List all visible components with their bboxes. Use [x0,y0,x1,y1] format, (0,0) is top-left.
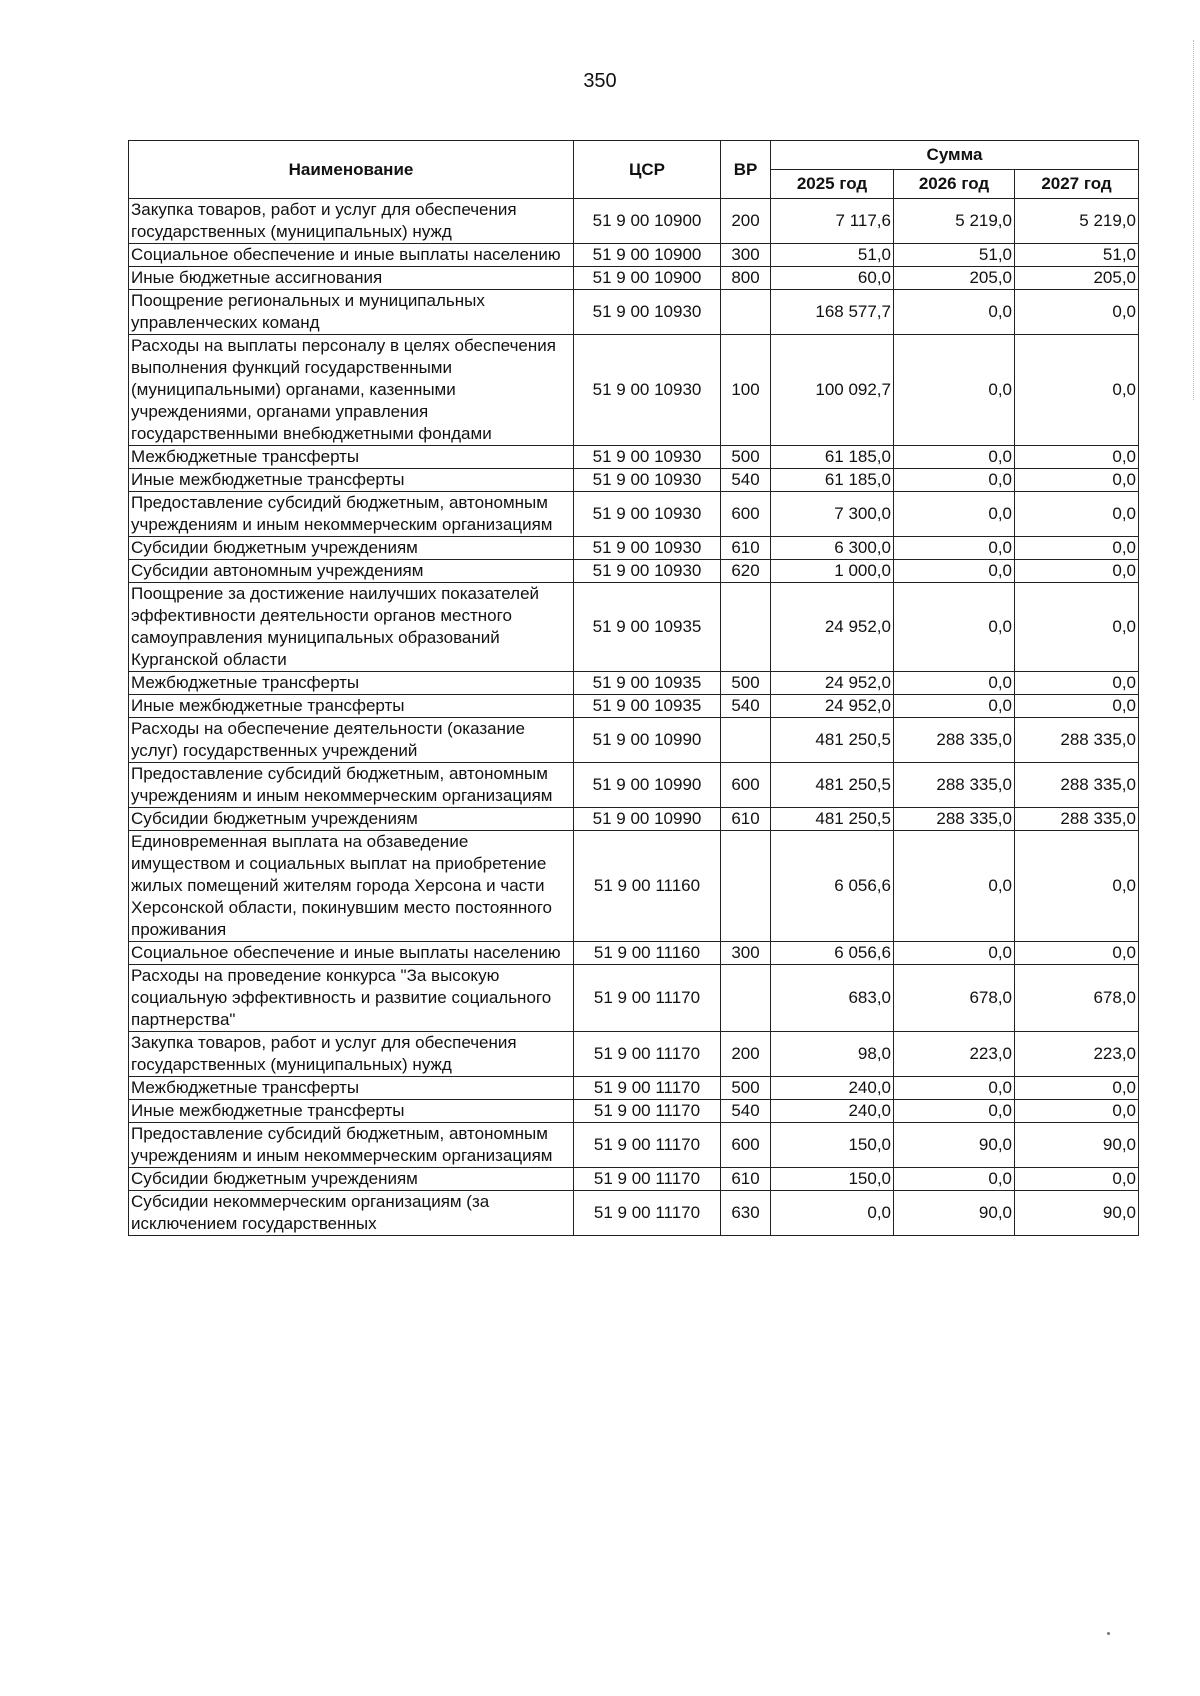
row-value-2027: 0,0 [1015,583,1139,672]
row-name-cell: Закупка товаров, работ и услуг для обеспечения государственных (муниципальных) нужд [129,1032,574,1077]
row-value-2027: 223,0 [1015,1032,1139,1077]
row-vr-cell: 100 [721,335,771,446]
row-value-2027: 0,0 [1015,469,1139,492]
table-row [129,335,1139,446]
row-value-2027: 0,0 [1015,1077,1139,1100]
row-value-2027: 51,0 [1015,244,1139,267]
row-value-2027: 288 335,0 [1015,808,1139,831]
row-value-2026: 0,0 [894,335,1015,446]
row-name-cell: Субсидии автономным учреждениям [129,560,574,583]
row-value-2027: 0,0 [1015,1168,1139,1191]
row-name-cell: Расходы на выплаты персоналу в целях обеспечения выполнения функций государственными (муниципальными) органами, казенными учреждениями, органами управления государственными внебюджетными фондами [129,335,574,446]
row-value-2026: 288 335,0 [894,763,1015,808]
row-vr-cell: 610 [721,808,771,831]
row-value-2027: 0,0 [1015,290,1139,335]
row-value-2026: 223,0 [894,1032,1015,1077]
row-vr-cell: 500 [721,672,771,695]
row-value-2025: 240,0 [771,1100,894,1123]
table-row [129,267,1139,290]
row-vr-cell: 200 [721,199,771,244]
row-value-2027: 0,0 [1015,335,1139,446]
header-year-2026: 2026 год [894,170,1015,199]
row-value-2027: 90,0 [1015,1123,1139,1168]
row-value-2026: 0,0 [894,1168,1015,1191]
row-name-cell: Социальное обеспечение и иные выплаты населению [129,244,574,267]
row-csr-cell: 51 9 00 10900 [574,199,721,244]
table-row [129,1191,1139,1236]
row-value-2027: 0,0 [1015,492,1139,537]
row-vr-cell: 500 [721,1077,771,1100]
row-value-2026: 5 219,0 [894,199,1015,244]
row-vr-cell: 630 [721,1191,771,1236]
row-name-cell: Иные бюджетные ассигнования [129,267,574,290]
table-row [129,763,1139,808]
row-name-cell: Субсидии бюджетным учреждениям [129,808,574,831]
table-row [129,672,1139,695]
table-row [129,1077,1139,1100]
row-value-2025: 0,0 [771,1191,894,1236]
row-name-cell: Иные межбюджетные трансферты [129,469,574,492]
row-value-2026: 205,0 [894,267,1015,290]
row-value-2026: 0,0 [894,1100,1015,1123]
table-row [129,537,1139,560]
row-value-2027: 205,0 [1015,267,1139,290]
row-value-2025: 7 117,6 [771,199,894,244]
row-value-2027: 0,0 [1015,672,1139,695]
row-vr-cell [721,718,771,763]
row-value-2027: 0,0 [1015,560,1139,583]
row-value-2025: 98,0 [771,1032,894,1077]
table-row [129,583,1139,672]
table-row [129,1100,1139,1123]
table-row [129,718,1139,763]
row-value-2026: 0,0 [894,1077,1015,1100]
row-vr-cell: 540 [721,1100,771,1123]
header-vr: ВР [721,141,771,199]
table-row [129,244,1139,267]
row-vr-cell: 610 [721,1168,771,1191]
row-csr-cell: 51 9 00 10930 [574,537,721,560]
page-number: 350 [583,70,617,92]
row-value-2025: 24 952,0 [771,672,894,695]
row-value-2026: 0,0 [894,695,1015,718]
row-csr-cell: 51 9 00 10930 [574,560,721,583]
row-csr-cell: 51 9 00 11170 [574,1191,721,1236]
row-name-cell: Поощрение за достижение наилучших показателей эффективности деятельности органов местного самоуправления муниципальных образований Курганской области [129,583,574,672]
row-value-2026: 0,0 [894,831,1015,942]
row-csr-cell: 51 9 00 10930 [574,492,721,537]
row-value-2027: 5 219,0 [1015,199,1139,244]
row-value-2027: 0,0 [1015,831,1139,942]
budget-table [128,140,1139,1236]
row-value-2025: 6 300,0 [771,537,894,560]
row-value-2025: 6 056,6 [771,831,894,942]
row-csr-cell: 51 9 00 10935 [574,695,721,718]
row-name-cell: Межбюджетные трансферты [129,672,574,695]
row-value-2026: 0,0 [894,290,1015,335]
row-name-cell: Иные межбюджетные трансферты [129,695,574,718]
table-body [129,199,1139,1236]
row-value-2025: 683,0 [771,965,894,1032]
row-value-2027: 288 335,0 [1015,718,1139,763]
row-name-cell: Расходы на обеспечение деятельности (оказание услуг) государственных учреждений [129,718,574,763]
row-csr-cell: 51 9 00 10990 [574,763,721,808]
row-value-2025: 240,0 [771,1077,894,1100]
table-row [129,965,1139,1032]
row-vr-cell: 800 [721,267,771,290]
row-csr-cell: 51 9 00 10930 [574,335,721,446]
table-row [129,492,1139,537]
row-csr-cell: 51 9 00 10935 [574,672,721,695]
row-csr-cell: 51 9 00 11160 [574,831,721,942]
row-name-cell: Закупка товаров, работ и услуг для обеспечения государственных (муниципальных) нужд [129,199,574,244]
row-value-2025: 1 000,0 [771,560,894,583]
table-row [129,1032,1139,1077]
row-vr-cell: 600 [721,763,771,808]
row-vr-cell: 500 [721,446,771,469]
row-vr-cell: 600 [721,1123,771,1168]
row-value-2026: 0,0 [894,537,1015,560]
row-value-2026: 288 335,0 [894,808,1015,831]
row-value-2025: 100 092,7 [771,335,894,446]
row-name-cell: Поощрение региональных и муниципальных управленческих команд [129,290,574,335]
row-value-2025: 24 952,0 [771,583,894,672]
row-csr-cell: 51 9 00 10990 [574,718,721,763]
row-vr-cell [721,583,771,672]
table-row [129,695,1139,718]
table-header [129,141,1139,199]
row-vr-cell [721,290,771,335]
row-vr-cell: 300 [721,942,771,965]
table-row [129,446,1139,469]
row-vr-cell: 300 [721,244,771,267]
row-name-cell: Межбюджетные трансферты [129,446,574,469]
row-csr-cell: 51 9 00 11170 [574,1100,721,1123]
table-row [129,1168,1139,1191]
row-value-2027: 0,0 [1015,446,1139,469]
row-name-cell: Предоставление субсидий бюджетным, автономным учреждениям и иным некоммерческим организациям [129,492,574,537]
row-value-2026: 0,0 [894,560,1015,583]
scan-speck [1107,1632,1110,1635]
row-name-cell: Предоставление субсидий бюджетным, автономным учреждениям и иным некоммерческим организациям [129,1123,574,1168]
row-csr-cell: 51 9 00 11170 [574,965,721,1032]
row-name-cell: Межбюджетные трансферты [129,1077,574,1100]
row-name-cell: Субсидии бюджетным учреждениям [129,537,574,560]
row-value-2025: 24 952,0 [771,695,894,718]
row-value-2027: 90,0 [1015,1191,1139,1236]
row-value-2025: 150,0 [771,1168,894,1191]
row-csr-cell: 51 9 00 10900 [574,267,721,290]
row-csr-cell: 51 9 00 10900 [574,244,721,267]
header-year-2025: 2025 год [771,170,894,199]
row-vr-cell: 610 [721,537,771,560]
row-csr-cell: 51 9 00 10930 [574,290,721,335]
row-csr-cell: 51 9 00 10930 [574,446,721,469]
row-value-2027: 0,0 [1015,537,1139,560]
row-csr-cell: 51 9 00 11170 [574,1032,721,1077]
row-value-2025: 61 185,0 [771,446,894,469]
row-value-2025: 51,0 [771,244,894,267]
row-vr-cell: 600 [721,492,771,537]
row-value-2026: 0,0 [894,583,1015,672]
row-csr-cell: 51 9 00 11170 [574,1077,721,1100]
header-csr: ЦСР [574,141,721,199]
row-value-2026: 51,0 [894,244,1015,267]
row-value-2025: 60,0 [771,267,894,290]
table-row [129,469,1139,492]
row-vr-cell [721,831,771,942]
row-value-2026: 90,0 [894,1191,1015,1236]
row-value-2025: 150,0 [771,1123,894,1168]
row-name-cell: Субсидии бюджетным учреждениям [129,1168,574,1191]
table-row [129,1123,1139,1168]
row-csr-cell: 51 9 00 10990 [574,808,721,831]
row-name-cell: Иные межбюджетные трансферты [129,1100,574,1123]
row-csr-cell: 51 9 00 11170 [574,1123,721,1168]
row-value-2025: 481 250,5 [771,718,894,763]
row-value-2026: 678,0 [894,965,1015,1032]
row-value-2026: 288 335,0 [894,718,1015,763]
row-name-cell: Расходы на проведение конкурса "За высокую социальную эффективность и развитие социального партнерства" [129,965,574,1032]
row-value-2025: 481 250,5 [771,808,894,831]
row-value-2027: 0,0 [1015,942,1139,965]
row-value-2026: 0,0 [894,942,1015,965]
row-vr-cell: 620 [721,560,771,583]
row-value-2026: 0,0 [894,469,1015,492]
row-value-2026: 0,0 [894,492,1015,537]
row-csr-cell: 51 9 00 10935 [574,583,721,672]
row-value-2027: 0,0 [1015,695,1139,718]
row-value-2027: 678,0 [1015,965,1139,1032]
row-name-cell: Предоставление субсидий бюджетным, автономным учреждениям и иным некоммерческим организациям [129,763,574,808]
row-vr-cell: 540 [721,469,771,492]
table-row [129,560,1139,583]
row-value-2026: 0,0 [894,672,1015,695]
row-vr-cell: 200 [721,1032,771,1077]
table-row [129,199,1139,244]
table-row [129,942,1139,965]
row-vr-cell [721,965,771,1032]
row-value-2025: 168 577,7 [771,290,894,335]
table-row [129,290,1139,335]
row-value-2025: 7 300,0 [771,492,894,537]
table-row [129,808,1139,831]
row-value-2025: 61 185,0 [771,469,894,492]
row-name-cell: Единовременная выплата на обзаведение имуществом и социальных выплат на приобретение жилых помещений жителям города Херсона и части Херсонской области, покинувшим место постоянного проживания [129,831,574,942]
row-csr-cell: 51 9 00 11170 [574,1168,721,1191]
table-row [129,831,1139,942]
row-value-2027: 0,0 [1015,1100,1139,1123]
row-name-cell: Субсидии некоммерческим организациям (за исключением государственных [129,1191,574,1236]
row-vr-cell: 540 [721,695,771,718]
row-value-2027: 288 335,0 [1015,763,1139,808]
scan-edge-line [1192,40,1194,400]
header-name: Наименование [129,141,574,199]
row-name-cell: Социальное обеспечение и иные выплаты населению [129,942,574,965]
row-value-2025: 481 250,5 [771,763,894,808]
row-value-2026: 0,0 [894,446,1015,469]
row-csr-cell: 51 9 00 11160 [574,942,721,965]
header-sum: Сумма [771,141,1139,170]
row-value-2025: 6 056,6 [771,942,894,965]
row-value-2026: 90,0 [894,1123,1015,1168]
row-csr-cell: 51 9 00 10930 [574,469,721,492]
header-year-2027: 2027 год [1015,170,1139,199]
